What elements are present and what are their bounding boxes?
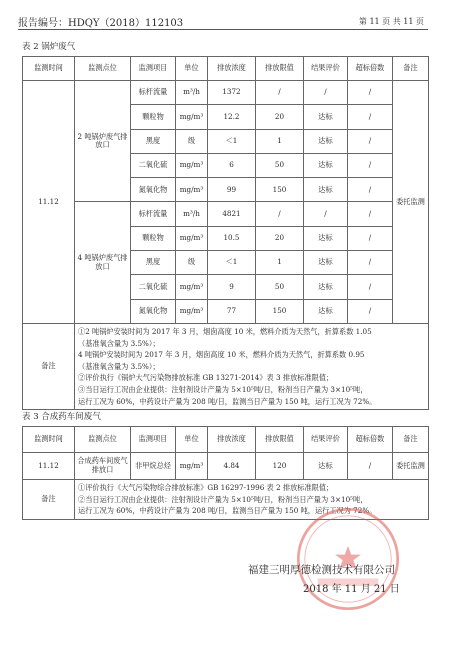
table3-header-cell: 排放限值	[256, 427, 304, 453]
table2-header-row	[23, 57, 429, 81]
cell-item: 黑度	[131, 251, 176, 275]
cell-item: 颗粒物	[131, 105, 176, 129]
table3-header-cell: 监测项目	[131, 427, 176, 453]
table3-header-cell: 超标倍数	[348, 427, 393, 453]
cell-times: /	[348, 275, 393, 299]
cell-unit: m³/h	[176, 202, 208, 226]
monitor-date: 11.12	[23, 81, 75, 324]
cell-times: /	[348, 226, 393, 250]
note-line: ②评价执行《锅炉大气污染物排放标准 GB 13271-2014》表 3 排放标准限值；	[78, 373, 334, 383]
cell-unit: mg/m³	[176, 275, 208, 299]
cell-unit: mg/m³	[176, 105, 208, 129]
cell-limit: 50	[256, 275, 304, 299]
note-line: （基准氧含量为 3.5%）；	[78, 361, 160, 371]
cell-times: /	[348, 81, 393, 105]
cell-times: /	[348, 251, 393, 275]
table3-header-cell: 结果评价	[304, 427, 348, 453]
table2-caption: 表 2 锅炉废气	[22, 42, 76, 52]
cell-eval: /	[304, 81, 348, 105]
table2-header-cell: 监测项目	[131, 57, 176, 81]
cell-conc: ＜1	[208, 251, 256, 275]
cell-limit: 1	[256, 129, 304, 153]
company-seal	[294, 505, 402, 613]
table3-header-cell: 监测点位	[75, 427, 131, 453]
cell-conc: 12.2	[208, 105, 256, 129]
notes-label: 备注	[23, 480, 75, 520]
cell-unit: mg/m³	[176, 178, 208, 202]
table3-caption: 表 3 合成药车间废气	[22, 412, 101, 422]
cell-unit: mg/m³	[176, 153, 208, 177]
cell-eval: 达标	[304, 453, 348, 480]
cell-item: 颗粒物	[131, 226, 176, 250]
table3-header-cell: 备注	[393, 427, 429, 453]
cell-times: /	[348, 178, 393, 202]
cell-times: /	[348, 202, 393, 226]
table2-header-cell: 超标倍数	[348, 57, 393, 81]
cell-date: 11.12	[23, 453, 75, 480]
cell-eval: 达标	[304, 251, 348, 275]
table3-header-row	[23, 427, 429, 453]
cell-conc: 4821	[208, 202, 256, 226]
cell-remark: 委托监测	[393, 453, 429, 480]
table2-header-cell: 排放浓度	[208, 57, 256, 81]
cell-limit: 20	[256, 105, 304, 129]
table2-row	[23, 81, 429, 105]
table2-header-cell: 结果评价	[304, 57, 348, 81]
cell-conc: 6	[208, 153, 256, 177]
cell-unit: mg/m³	[176, 299, 208, 323]
cell-point: 合成药车间废气排放口	[75, 453, 131, 480]
table2-header-cell: 备注	[393, 57, 429, 81]
cell-unit: mg/m³	[176, 453, 208, 480]
cell-item: 氮氧化物	[131, 178, 176, 202]
company-name: 福建三明厚德检测技术有限公司	[248, 564, 395, 576]
cell-eval: 达标	[304, 153, 348, 177]
table2-header-cell: 单位	[176, 57, 208, 81]
cell-conc: 4.84	[208, 453, 256, 480]
boiler-gas-table	[22, 56, 429, 410]
cell-eval: 达标	[304, 105, 348, 129]
cell-eval: 达标	[304, 275, 348, 299]
table3-header-cell: 监测时间	[23, 427, 75, 453]
issue-date: 2018 年 11 月 21 日	[303, 584, 400, 595]
cell-unit: m³/h	[176, 81, 208, 105]
table3-header-cell: 排放浓度	[208, 427, 256, 453]
cell-limit: 150	[256, 178, 304, 202]
cell-eval: 达标	[304, 299, 348, 323]
cell-item: 非甲烷总烃	[131, 453, 176, 480]
table2-row	[23, 202, 429, 226]
monitor-point: 2 吨锅炉废气排放口	[75, 81, 131, 202]
remark-cell: 委托监测	[393, 81, 429, 324]
cell-times: /	[348, 153, 393, 177]
cell-item: 二氧化硫	[131, 275, 176, 299]
cell-eval: 达标	[304, 226, 348, 250]
cell-conc: 77	[208, 299, 256, 323]
monitor-point: 4 吨锅炉废气排放口	[75, 202, 131, 323]
cell-limit: 20	[256, 226, 304, 250]
note-line: ②当日运行工况由企业提供：注射剂设计产量为 5×10⁵吨/日，粉剂当日产量为 3×10⁵吨，	[78, 494, 368, 504]
cell-eval: /	[304, 202, 348, 226]
note-line: 运行工况为 60%，中药设计产量为 208 吨/日，监测当日产量为 150 吨，运行工况为 72%。	[78, 396, 377, 406]
table3-header-cell: 单位	[176, 427, 208, 453]
cell-unit: 级	[176, 129, 208, 153]
note-line: 4 吨锅炉安装时间为 2017 年 3 月，烟囱高度 10 米，燃料介质为天然气，折算系数 0.95	[78, 350, 365, 360]
cell-item: 氮氧化物	[131, 299, 176, 323]
table2-notes	[75, 323, 429, 409]
cell-unit: 级	[176, 251, 208, 275]
cell-conc: 99	[208, 178, 256, 202]
cell-item: 黑度	[131, 129, 176, 153]
table2-header-cell: 监测点位	[75, 57, 131, 81]
cell-eval: 达标	[304, 178, 348, 202]
table2-header-cell: 监测时间	[23, 57, 75, 81]
cell-conc: 9	[208, 275, 256, 299]
cell-conc: 1372	[208, 81, 256, 105]
cell-limit: 120	[256, 453, 304, 480]
note-line: ③当日运行工况由企业提供：注射剂设计产量为 5×10⁵吨/日，粉剂当日产量为 3×10⁵吨，	[78, 384, 368, 394]
page-number: 第 11 页 共 11 页	[358, 17, 424, 26]
cell-times: /	[348, 129, 393, 153]
cell-item: 二氧化硫	[131, 153, 176, 177]
cell-item: 标杆流量	[131, 81, 176, 105]
cell-limit: 1	[256, 251, 304, 275]
cell-conc: 10.5	[208, 226, 256, 250]
note-line: ①评价执行《大气污染物综合排放标准》GB 16297-1996 表 2 排放标准限值；	[78, 483, 334, 492]
cell-limit: 150	[256, 299, 304, 323]
header-rule	[18, 29, 428, 30]
report-number: 报告编号：HDQY（2018）112103	[18, 18, 184, 29]
notes-label: 备注	[23, 323, 75, 409]
note-line: 运行工况为 60%，中药设计产量为 208 吨/日，监测当日产量为 150 吨，运行工况为 72%。	[78, 506, 377, 516]
cell-times: /	[348, 453, 393, 480]
table2-notes-row	[23, 323, 429, 409]
table2-header-cell: 排放限值	[256, 57, 304, 81]
cell-limit: /	[256, 202, 304, 226]
cell-times: /	[348, 299, 393, 323]
note-line: （基准氧含量为 3.5%）；	[78, 338, 160, 348]
note-line: ①2 吨锅炉安装时间为 2017 年 3 月，烟囱高度 10 米，燃料介质为天然气，折算系数 1.05	[78, 326, 372, 336]
cell-item: 标杆流量	[131, 202, 176, 226]
cell-limit: /	[256, 81, 304, 105]
cell-conc: ＜1	[208, 129, 256, 153]
cell-eval: 达标	[304, 129, 348, 153]
cell-unit: mg/m³	[176, 226, 208, 250]
cell-times: /	[348, 105, 393, 129]
table3-row	[23, 453, 429, 480]
cell-limit: 50	[256, 153, 304, 177]
